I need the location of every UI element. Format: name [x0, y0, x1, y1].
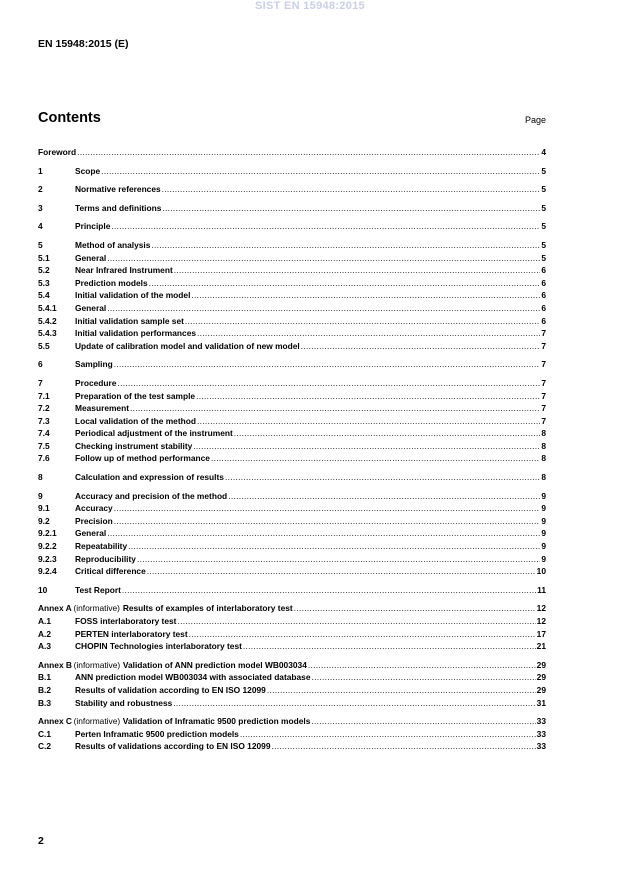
toc-entry-number: 5.5 [38, 340, 50, 351]
toc-dot-leader [271, 740, 535, 753]
toc-dot-leader [197, 327, 540, 340]
toc-entry[interactable] [38, 540, 546, 553]
toc-entry[interactable] [38, 471, 546, 484]
toc-entry-title: Near Infrared Instrument [75, 265, 173, 276]
toc-entry-number: 9.2.3 [38, 553, 57, 564]
toc-entry-number: 5.1 [38, 252, 50, 263]
toc-entry-title: Update of calibration model and validation of new model [75, 340, 300, 351]
toc-entry[interactable] [38, 202, 546, 215]
toc-entry[interactable] [38, 697, 546, 710]
toc-entry-number: 7.1 [38, 390, 50, 401]
toc-entry-page: 31 [536, 697, 546, 708]
toc-entry-page: 10 [536, 566, 546, 577]
toc-entry-page: 5 [541, 165, 546, 176]
toc-entry-number: 5.4 [38, 290, 50, 301]
toc-dot-leader [101, 165, 540, 178]
toc-entry[interactable] [38, 146, 546, 159]
toc-entry-page: 12 [536, 616, 546, 626]
toc-entry[interactable] [38, 289, 546, 302]
toc-entry-number: 5.4.1 [38, 302, 57, 313]
toc-dot-leader [114, 358, 541, 371]
toc-entry-number: B.3 [38, 697, 52, 708]
toc-entry[interactable] [38, 490, 546, 503]
toc-entry-number: 10 [38, 584, 48, 595]
toc-entry-page: 17 [536, 628, 546, 639]
toc-entry-page: 9 [541, 490, 546, 501]
toc-entry-title: Validation of Inframatic 9500 prediction models [122, 716, 311, 727]
watermark: SIST EN 15948:2015 [255, 0, 365, 12]
toc-entry-title: Preparation of the test sample [75, 390, 196, 401]
toc-entry-title: Stability and robustness [75, 697, 173, 708]
toc-entry-title: PERTEN interlaboratory test [75, 628, 188, 639]
toc-entry-number: 5 [38, 239, 43, 250]
toc-entry-page: 33 [536, 741, 546, 752]
toc-dot-leader [137, 553, 540, 566]
toc-entry[interactable] [38, 239, 546, 252]
toc-dot-leader [173, 697, 535, 710]
toc-entry-number: 7.3 [38, 415, 50, 426]
toc-entry-title: Calculation and expression of results [75, 472, 224, 483]
toc-entry-title: Accuracy [75, 503, 113, 514]
toc-entry[interactable] [38, 277, 546, 290]
toc-entry[interactable] [38, 315, 546, 328]
toc-dot-leader [111, 220, 540, 233]
toc-dot-leader [107, 252, 540, 265]
toc-annex-entry[interactable] [38, 659, 546, 672]
toc-entry-title: Follow up of method performance [75, 453, 210, 464]
standard-id: EN 15948:2015 (E) [38, 38, 129, 50]
toc-entry-title: Reproducibility [75, 553, 136, 564]
toc-entry[interactable] [38, 740, 546, 753]
toc-entry-page: 8 [541, 472, 546, 483]
toc-dot-leader [308, 659, 536, 672]
toc-entry[interactable] [38, 640, 546, 653]
toc-entry-number: 9.1 [38, 503, 50, 514]
toc-entry-number: 5.4.3 [38, 328, 57, 339]
toc-dot-leader [114, 515, 541, 528]
toc-entry-title: Results of validations according to EN ISO 12099 [75, 741, 271, 752]
toc-dot-leader [240, 728, 536, 741]
toc-entry-number: 9.2.1 [38, 528, 57, 539]
toc-entry[interactable] [38, 327, 546, 340]
toc-entry-number: 7.4 [38, 428, 50, 439]
toc-entry-page: 11 [537, 584, 546, 595]
toc-entry[interactable] [38, 502, 546, 515]
toc-entry-number: 5.4.2 [38, 315, 57, 326]
toc-entry-number: 3 [38, 202, 43, 213]
toc-annex-entry[interactable] [38, 602, 546, 615]
toc-entry-title: Procedure [75, 377, 117, 388]
page-number: 2 [38, 835, 44, 847]
table-of-contents [38, 146, 546, 753]
toc-entry-title: Initial validation sample set [75, 315, 184, 326]
toc-dot-leader [211, 452, 540, 465]
toc-entry-title: Periodical adjustment of the instrument [75, 428, 233, 439]
toc-dot-leader [77, 146, 540, 159]
toc-entry[interactable] [38, 527, 546, 540]
toc-entry[interactable] [38, 220, 546, 233]
toc-entry-number: 6 [38, 359, 43, 370]
toc-dot-leader [312, 671, 536, 684]
toc-entry-page: 29 [536, 672, 546, 683]
toc-entry-title: Results of examples of interlaboratory test [122, 603, 293, 614]
toc-entry-title: Initial validation of the model [75, 290, 191, 301]
toc-annex-entry[interactable] [38, 715, 546, 728]
toc-entry-title: CHOPIN Technologies interlaboratory test [75, 641, 242, 652]
toc-entry[interactable] [38, 584, 546, 597]
toc-entry[interactable] [38, 264, 546, 277]
toc-entry-number: 7 [38, 377, 43, 388]
toc-dot-leader [122, 584, 536, 597]
toc-entry-title: ANN prediction model WB003034 with associated database [75, 672, 311, 683]
toc-entry-page: 7 [541, 415, 546, 426]
toc-entry-title: Scope [75, 165, 101, 176]
toc-entry[interactable] [38, 415, 546, 428]
toc-entry-page: 5 [541, 184, 546, 195]
toc-dot-leader [177, 615, 535, 628]
toc-dot-leader [147, 565, 536, 578]
toc-entry-title: Initial validation performances [75, 328, 197, 339]
toc-entry-number: 4 [38, 221, 43, 232]
toc-annex-label: Annex B [38, 659, 72, 670]
toc-entry-number: 1 [38, 165, 43, 176]
toc-entry[interactable] [38, 628, 546, 641]
toc-entry-page: 6 [541, 302, 546, 313]
toc-entry-number: 8 [38, 472, 43, 483]
toc-entry[interactable] [38, 615, 546, 628]
toc-entry-number: A.2 [38, 628, 52, 639]
toc-entry-title: Perten Inframatic 9500 prediction models [75, 728, 239, 739]
page-column-label: Page [524, 115, 546, 125]
toc-entry-page: 6 [541, 265, 546, 276]
toc-dot-leader [197, 415, 540, 428]
toc-entry-title: General [75, 252, 107, 263]
toc-entry[interactable] [38, 684, 546, 697]
toc-dot-leader [191, 289, 540, 302]
toc-entry-number: B.2 [38, 684, 52, 695]
toc-annex-informative: (informative) [73, 603, 120, 614]
toc-dot-leader [149, 277, 541, 290]
toc-entry-title: Results of validation according to EN ISO 12099 [75, 684, 266, 695]
toc-entry-page: 9 [541, 541, 546, 552]
toc-dot-leader [311, 715, 535, 728]
toc-dot-leader [162, 202, 540, 215]
toc-entry-title: General [75, 302, 107, 313]
toc-dot-leader [193, 440, 540, 453]
toc-entry-page: 5 [541, 239, 546, 250]
toc-entry[interactable] [38, 390, 546, 403]
toc-entry[interactable] [38, 183, 546, 196]
toc-entry-page: 33 [536, 728, 546, 739]
toc-entry-title: Method of analysis [75, 239, 151, 250]
toc-dot-leader [117, 377, 540, 390]
toc-entry-title: Validation of ANN prediction model WB003034 [122, 659, 307, 670]
toc-dot-leader [243, 640, 536, 653]
toc-entry-title: Local validation of the method [75, 415, 196, 426]
toc-entry-title: Precision [75, 515, 113, 526]
toc-dot-leader [151, 239, 540, 252]
toc-entry[interactable] [38, 671, 546, 684]
toc-entry[interactable] [38, 728, 546, 741]
toc-entry-page: 21 [536, 641, 546, 652]
toc-entry-page: 8 [541, 453, 546, 464]
toc-dot-leader [162, 183, 541, 196]
toc-annex-informative: (informative) [73, 659, 121, 670]
toc-entry[interactable] [38, 402, 546, 415]
toc-entry-title: Measurement [75, 403, 129, 414]
toc-entry-title: Prediction models [75, 277, 148, 288]
toc-entry-title: FOSS interlaboratory test [75, 616, 177, 626]
toc-annex-label: Annex A [38, 603, 72, 614]
toc-dot-leader [185, 315, 540, 328]
toc-entry-page: 5 [541, 221, 546, 232]
toc-dot-leader [114, 502, 541, 515]
toc-entry-page: 6 [541, 277, 546, 288]
toc-entry-page: 7 [541, 390, 546, 401]
toc-entry-number: 9 [38, 490, 43, 501]
toc-entry-number: C.2 [38, 741, 52, 752]
toc-entry-page: 9 [541, 553, 546, 564]
toc-entry[interactable] [38, 427, 546, 440]
toc-entry[interactable] [38, 165, 546, 178]
toc-entry-page: 6 [541, 290, 546, 301]
toc-entry-page: 7 [541, 359, 546, 370]
toc-dot-leader [267, 684, 536, 697]
toc-annex-label: Annex C [38, 716, 72, 727]
toc-dot-leader [196, 390, 540, 403]
toc-entry-number: A.1 [38, 616, 52, 626]
toc-entry-page: 9 [541, 515, 546, 526]
toc-annex-informative: (informative) [73, 716, 121, 727]
toc-entry-number: 7.2 [38, 403, 50, 414]
toc-entry-page: 29 [536, 659, 546, 670]
toc-entry-page: 12 [536, 603, 546, 614]
toc-entry-page: 4 [541, 147, 546, 157]
toc-entry[interactable] [38, 302, 546, 315]
toc-entry[interactable] [38, 340, 546, 353]
toc-entry-page: 8 [541, 428, 546, 439]
toc-entry-title: Principle [75, 221, 111, 232]
toc-dot-leader [107, 302, 540, 315]
toc-entry[interactable] [38, 452, 546, 465]
toc-entry-page: 7 [541, 403, 546, 414]
toc-entry-number: 9.2 [38, 515, 50, 526]
toc-entry-title: Foreword [38, 147, 77, 157]
toc-entry[interactable] [38, 565, 546, 578]
toc-entry-number: C.1 [38, 728, 52, 739]
toc-dot-leader [174, 264, 541, 277]
toc-dot-leader [228, 490, 540, 503]
toc-entry-title: Terms and definitions [75, 202, 162, 213]
toc-entry-page: 7 [541, 340, 546, 351]
toc-entry-number: 7.5 [38, 440, 50, 451]
toc-entry-page: 5 [541, 252, 546, 263]
toc-entry-page: 33 [536, 716, 546, 727]
toc-entry[interactable] [38, 358, 546, 371]
toc-entry[interactable] [38, 377, 546, 390]
toc-entry-number: 9.2.2 [38, 541, 57, 552]
toc-entry[interactable] [38, 252, 546, 265]
toc-dot-leader [301, 340, 541, 353]
toc-dot-leader [130, 402, 540, 415]
toc-entry-number: 5.2 [38, 265, 50, 276]
toc-entry-page: 5 [541, 202, 546, 213]
toc-entry-title: General [75, 528, 107, 539]
toc-entry-title: Accuracy and precision of the method [75, 490, 228, 501]
toc-entry-title: Repeatability [75, 541, 128, 552]
toc-dot-leader [128, 540, 540, 553]
toc-entry-title: Normative references [75, 184, 161, 195]
toc-entry-title: Test Report [75, 584, 121, 595]
toc-entry-title: Critical difference [75, 566, 146, 577]
toc-entry-number: 9.2.4 [38, 566, 57, 577]
toc-entry-title: Sampling [75, 359, 113, 370]
toc-entry-number: 7.6 [38, 453, 50, 464]
toc-entry-page: 9 [541, 528, 546, 539]
toc-entry-number: 5.3 [38, 277, 50, 288]
toc-dot-leader [225, 471, 540, 484]
toc-entry-number: B.1 [38, 672, 52, 683]
toc-dot-leader [294, 602, 536, 615]
page-title: Contents [38, 110, 101, 126]
toc-dot-leader [107, 527, 540, 540]
toc-entry[interactable] [38, 515, 546, 528]
toc-entry[interactable] [38, 440, 546, 453]
toc-entry-number: A.3 [38, 641, 52, 652]
toc-entry-title: Checking instrument stability [75, 440, 193, 451]
toc-entry-page: 6 [541, 315, 546, 326]
toc-entry-page: 8 [541, 440, 546, 451]
toc-entry-page: 7 [541, 377, 546, 388]
toc-entry-number: 2 [38, 184, 43, 195]
toc-entry-page: 7 [541, 328, 546, 339]
toc-entry[interactable] [38, 553, 546, 566]
toc-dot-leader [234, 427, 541, 440]
toc-entry-page: 29 [536, 684, 546, 695]
toc-entry-page: 9 [541, 503, 546, 514]
toc-dot-leader [189, 628, 536, 641]
